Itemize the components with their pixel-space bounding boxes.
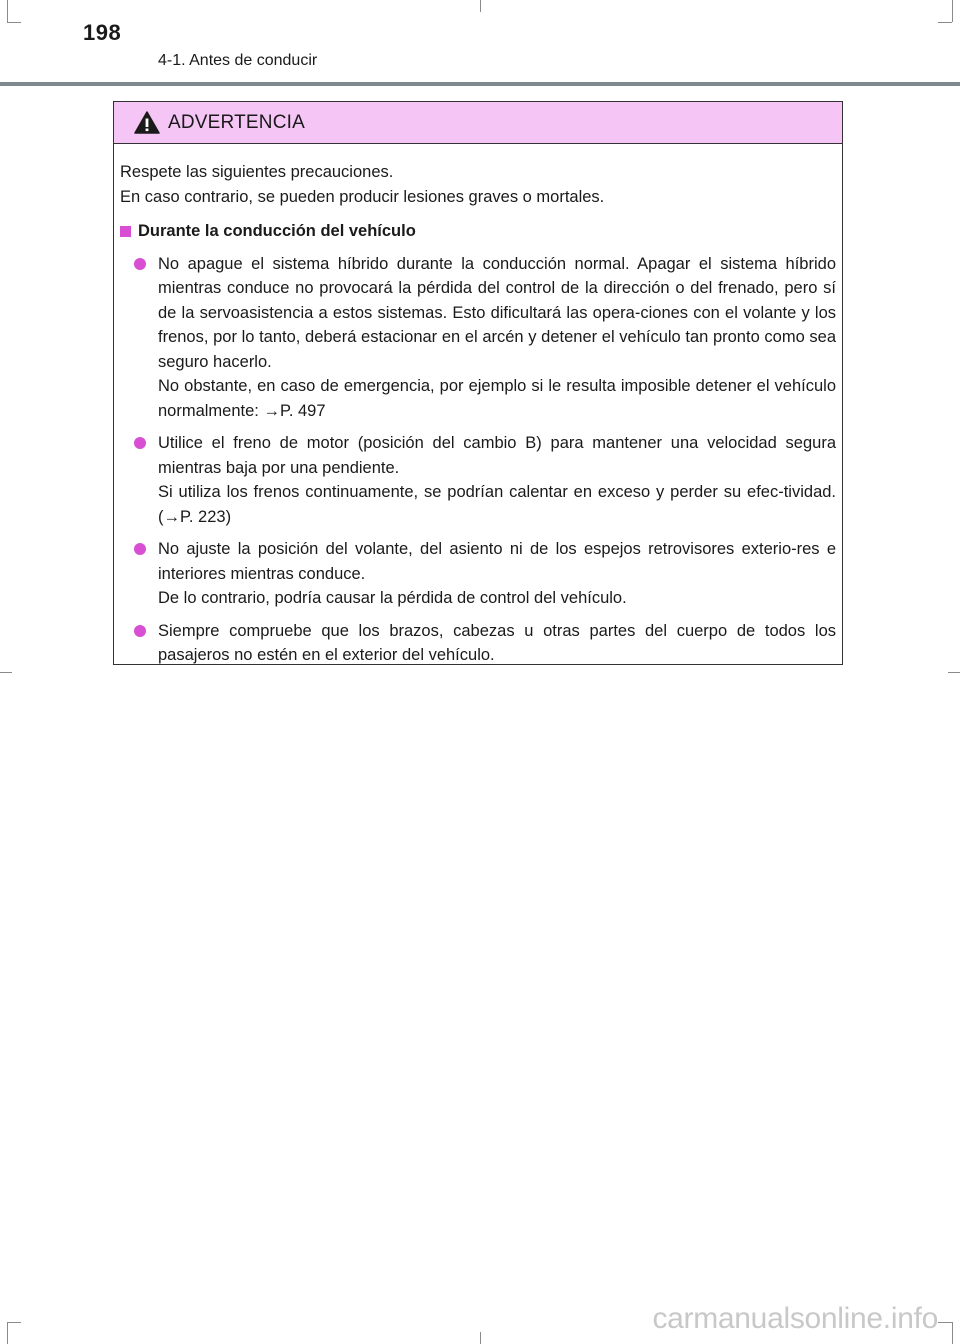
list-item [120, 431, 836, 529]
list-item [120, 619, 836, 668]
list-item-text: Si utiliza los frenos continuamente, se podrían calentar en exceso y perder su efec-tividad. (→P. 223) [158, 483, 836, 526]
crop-mark [952, 0, 953, 22]
list-item-text: Siempre compruebe que los brazos, cabezas u otras partes del cuerpo de todos los pasajeros no estén en el exterior del vehículo. [158, 621, 836, 664]
crop-mark [948, 672, 960, 673]
intro-line: Respete las siguientes precauciones. [120, 163, 394, 181]
list-item-text: No ajuste la posición del volante, del asiento ni de los espejos retrovisores exterio-res e interiores mientras conduce. [158, 540, 836, 583]
crop-mark [480, 0, 481, 12]
list-item-text: Utilice el freno de motor (posición del cambio B) para mantener una velocidad segura mientras baja por una pendiente. [158, 434, 836, 477]
warning-triangle-icon [134, 111, 160, 134]
warning-intro [120, 160, 836, 209]
warning-title: ADVERTENCIA [168, 111, 305, 133]
crop-mark [938, 22, 952, 23]
circle-bullet-icon [134, 437, 146, 449]
warning-box [113, 101, 843, 665]
list-item [120, 252, 836, 424]
watermark: carmanualsonline.info [652, 1302, 938, 1335]
page-number: 198 [83, 20, 122, 45]
square-bullet-icon [120, 226, 131, 237]
header-rule [0, 82, 960, 86]
circle-bullet-icon [134, 258, 146, 270]
crop-mark [938, 1322, 952, 1323]
subheading-text: Durante la conducción del vehículo [138, 222, 416, 240]
intro-line: En caso contrario, se pueden producir lesiones graves o mortales. [120, 187, 605, 206]
crop-mark [0, 672, 12, 673]
section-title: 4-1. Antes de conducir [158, 52, 318, 69]
crop-mark [7, 1322, 21, 1323]
warning-header [114, 102, 842, 144]
crop-mark [7, 0, 8, 22]
subheading [120, 219, 836, 244]
crop-mark [7, 1322, 8, 1344]
crop-mark [952, 1322, 953, 1344]
warning-body [114, 144, 842, 668]
circle-bullet-icon [134, 543, 146, 555]
circle-bullet-icon [134, 625, 146, 637]
list-item-text: No obstante, en caso de emergencia, por ejemplo si le resulta imposible detener el vehículo normalmente: →P. 497 [158, 377, 836, 420]
list-item-text: De lo contrario, podría causar la pérdida de control del vehículo. [158, 589, 627, 607]
crop-mark [480, 1332, 481, 1344]
list-item-text: No apague el sistema híbrido durante la conducción normal. Apagar el sistema híbrido mientras conduce no provocará la pérdida del control de la dirección o del frenado, pero sí de la servoasistencia a estos sistemas. Esto dificultará las opera-ciones con el volante y los frenos, por lo tanto, deberá estacionar en el arcén y detener el vehículo tan pronto como sea seguro hacerlo. [158, 254, 836, 371]
list-item [120, 537, 836, 611]
crop-mark [7, 22, 21, 23]
